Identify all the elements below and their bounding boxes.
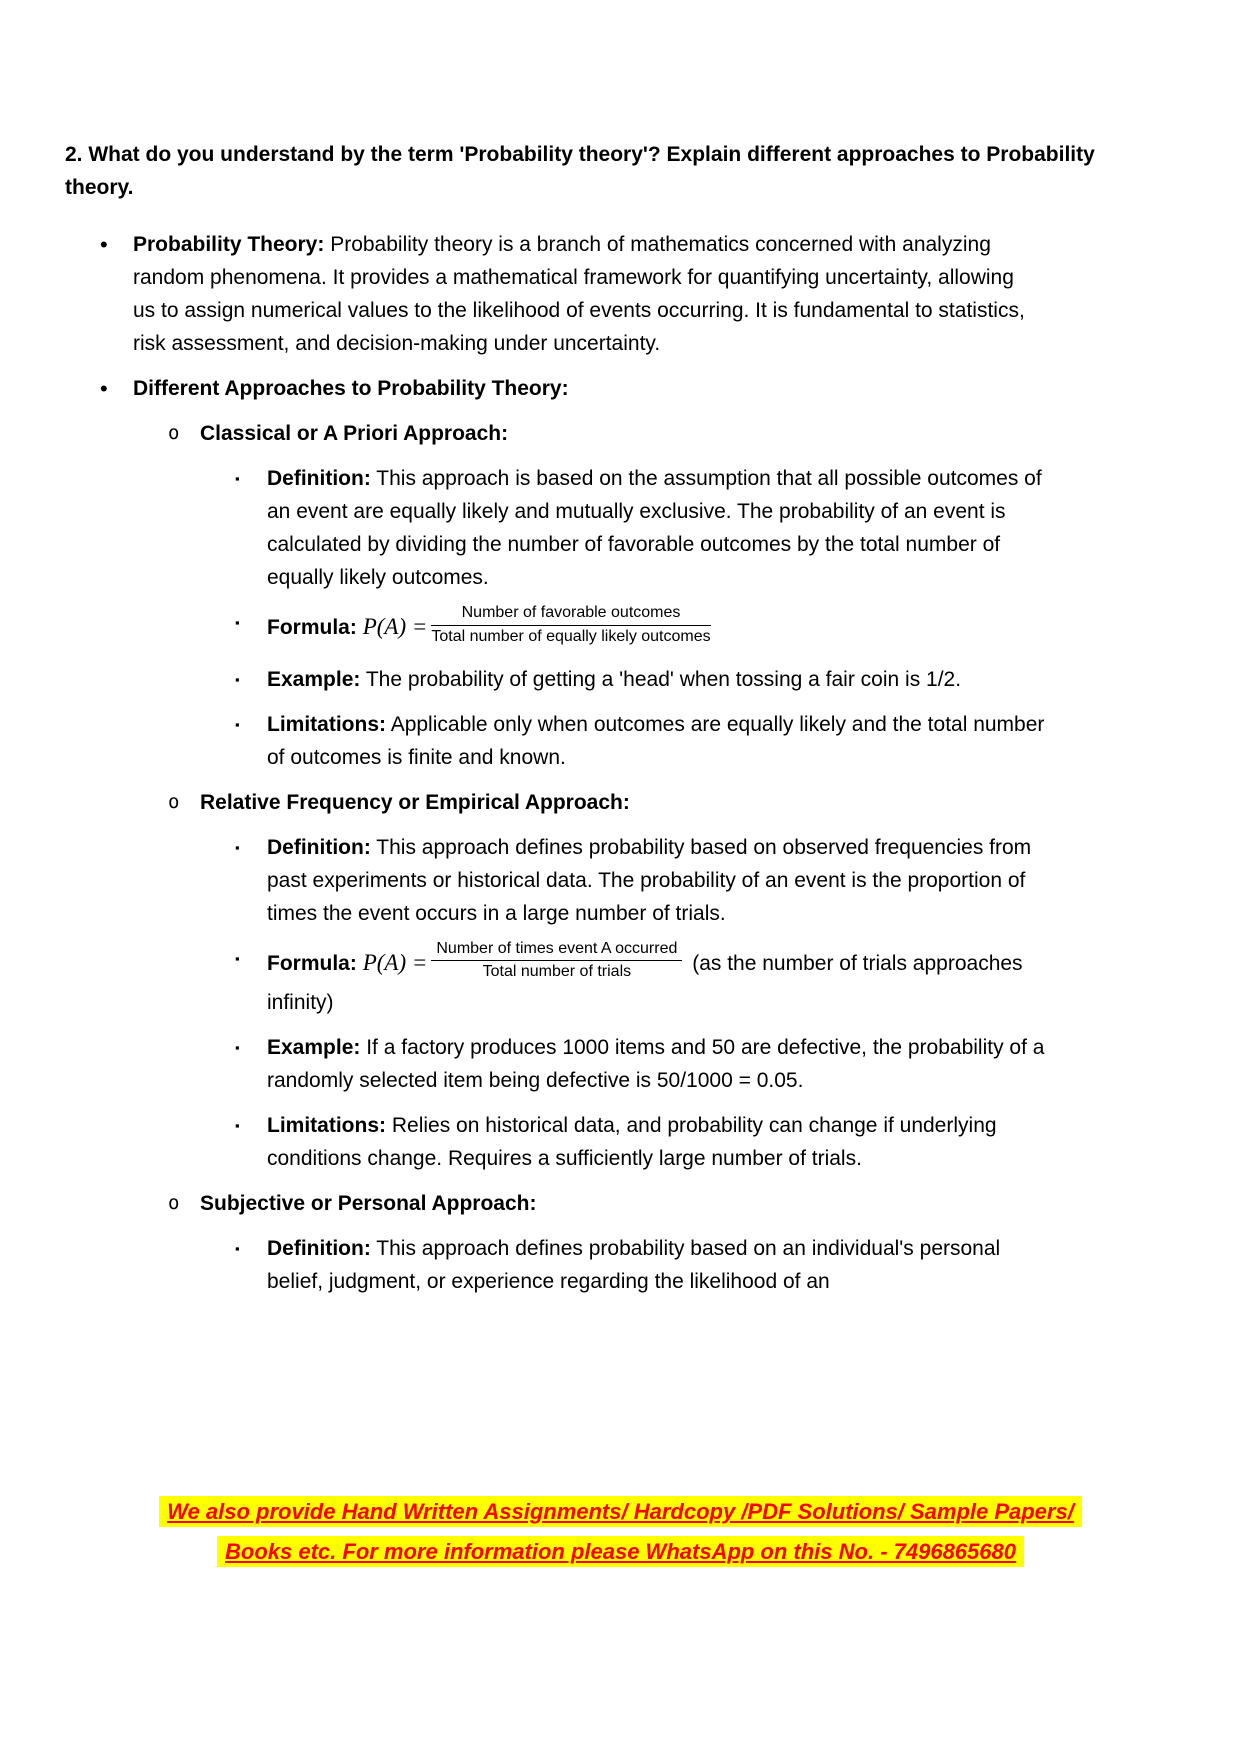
formula-item [235,606,1111,651]
example-label: Example: [267,1036,361,1060]
definition-text: This approach defines probability based on an individual's personal belief, judgment, or experience regarding the likelihood of an [267,1237,1001,1294]
definition-text: This approach is based on the assumption that all possible outcomes of an event are equally likely and mutually exclusive. The probability of an event is calculated by dividing the number of favorable outcomes by the total number of equally likely outcomes. [267,467,1042,589]
footer-line-1 [0,1492,1241,1532]
example-item [235,663,1111,696]
limitations-text: Applicable only when outcomes are equally likely and the total number of outcomes is finite and known. [267,712,1045,769]
approach-title-label: Subjective or Personal Approach: [200,1192,537,1216]
definition-text: This approach defines probability based on observed frequencies from past experiments or historical data. The probability of an event is the proportion of times the event occurs in a large number of trials. [267,835,1032,925]
example-label: Example: [267,667,361,691]
square-bullet-icon: ▪ [235,839,240,855]
circle-bullet-icon: o [168,790,180,813]
footer-text-line2: Books etc. For more information please WhatsApp on this No. - 7496865680 [217,1536,1024,1567]
definition-label: Definition: [267,467,371,490]
approach-title-subjective [168,1187,1111,1220]
limitations-label: Limitations: [267,712,386,736]
square-bullet-icon: ▪ [235,615,240,630]
square-bullet-icon: ▪ [235,716,240,732]
fraction-denominator: Total number of trials [482,963,632,981]
limitations-item [235,708,1111,774]
approach-title-classical [168,417,1111,450]
footer-banner [0,1492,1241,1572]
intro-label: Probability Theory: [133,233,325,256]
approach-title-label: Relative Frequency or Empirical Approach: [200,790,630,814]
footer-line-2 [0,1532,1241,1572]
fraction-numerator: Number of favorable outcomes [431,603,710,626]
square-bullet-icon: ▪ [235,1241,240,1257]
square-bullet-icon: ▪ [235,1118,240,1134]
circle-bullet-icon: o [168,1192,180,1215]
definition-item [235,1232,1111,1298]
approaches-heading-label: Different Approaches to Probability Theory: [133,377,569,400]
formula-label: Formula: [267,951,357,975]
approaches-heading [133,372,569,405]
definition-item [235,462,1111,594]
formula-math: P(A) = [362,613,428,639]
example-item [235,1031,1111,1097]
list-item-intro [100,228,1111,360]
square-bullet-icon: ▪ [235,1040,240,1056]
formula-fraction [431,939,682,984]
definition-item [235,831,1111,930]
formula-math: P(A) = [362,949,428,975]
formula-label: Formula: [267,615,357,639]
list-item-approaches-heading [100,372,1111,405]
fraction-denominator: Total number of equally likely outcomes [431,627,711,645]
bullet-icon: • [100,376,108,401]
intro-paragraph [133,228,1038,360]
definition-label: Definition: [267,835,371,859]
circle-bullet-icon: o [168,422,180,444]
square-bullet-icon: ▪ [235,950,240,966]
fraction-numerator: Number of times event A occurred [431,939,682,962]
limitations-item [235,1109,1111,1175]
example-text: If a factory produces 1000 items and 50 are defective, the probability of a randomly selected item being defective is 50/1000 = 0.05. [267,1036,1045,1093]
limitations-text: Relies on historical data, and probability can change if underlying conditions change. Requires a sufficiently large number of trials. [267,1114,997,1171]
example-text: The probability of getting a 'head' when tossing a fair coin is 1/2. [365,667,962,691]
footer-text-line1: We also provide Hand Written Assignments/ Hardcopy /PDF Solutions/ Sample Papers/ [159,1496,1082,1527]
square-bullet-icon: ▪ [235,671,240,687]
definition-label: Definition: [267,1237,371,1261]
approach-title-relative-frequency [168,786,1111,819]
formula-fraction [431,603,710,648]
question-heading: 2. What do you understand by the term 'Probability theory'? Explain different approaches to Probability theory. [65,143,1095,199]
bullet-icon: • [100,232,108,257]
formula-suffix: (as the number of trials approaches infinity) [267,951,1023,1015]
intro-text: Probability theory is a branch of mathematics concerned with analyzing random phenomena. It provides a mathematical framework for quantifying uncertainty, allowing us to assign numerical values to the likelihood of events occurring. It is fundamental to statistics, risk assessment, and decision-making under uncertainty. [133,233,1025,355]
formula-item [235,939,1111,1020]
square-bullet-icon: ▪ [235,471,240,486]
limitations-label: Limitations: [267,1114,386,1138]
approach-title-label: Classical or A Priori Approach: [200,422,509,445]
